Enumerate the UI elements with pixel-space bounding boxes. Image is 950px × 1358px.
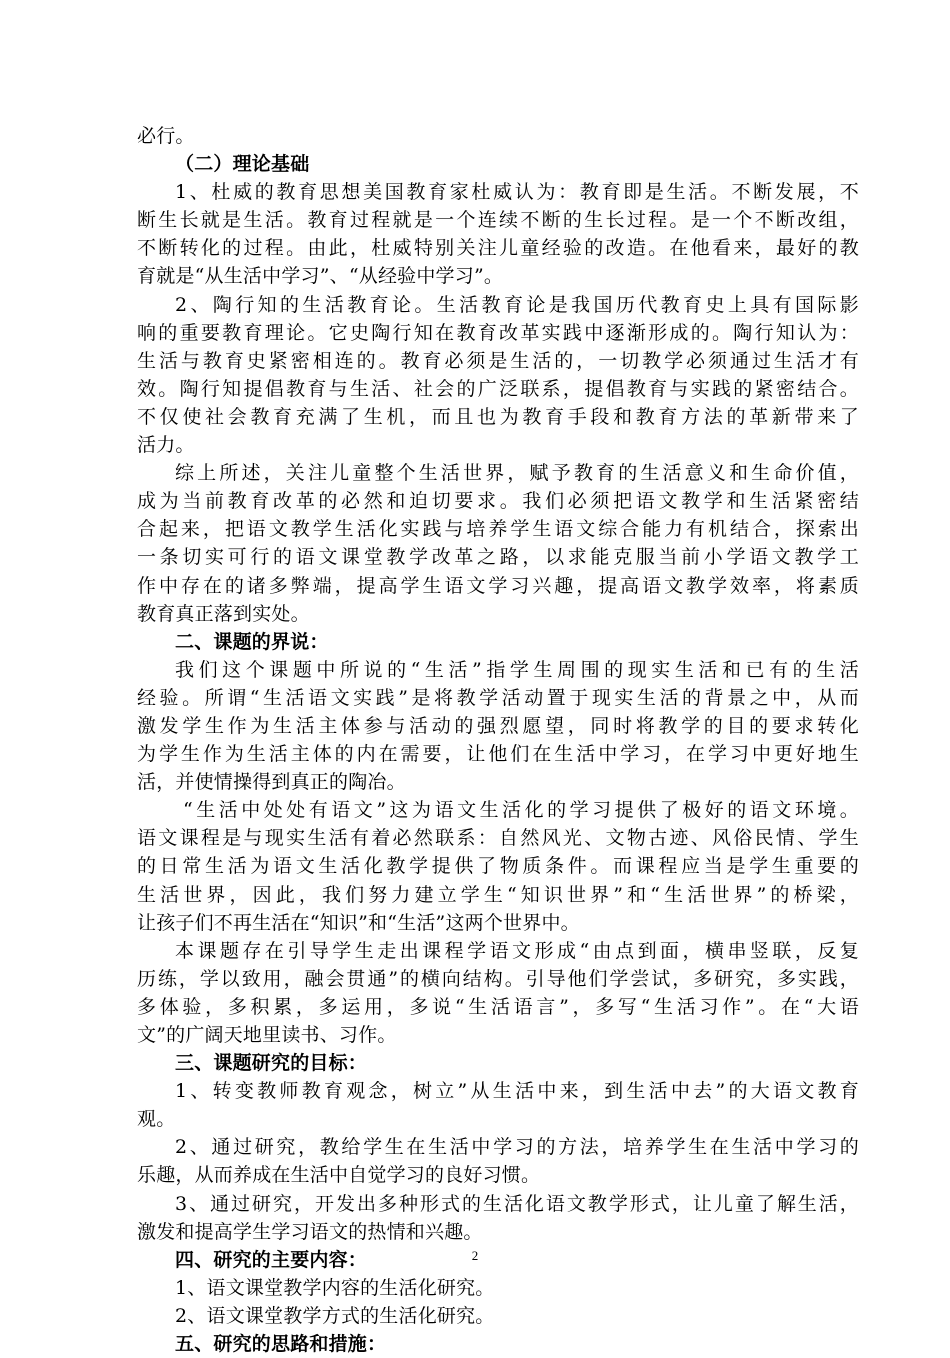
text-line: 教育真正落到实处。	[137, 602, 310, 625]
text-line: 1、杜威的教育思想美国教育家杜威认为：教育即是生活。不断发展，不	[175, 181, 859, 204]
text-line: 本课题存在引导学生走出课程学语文形成“由点到面，横串竖联，反复	[175, 939, 859, 962]
text-line: 2、陶行知的生活教育论。生活教育论是我国历代教育史上具有国际影	[175, 293, 859, 316]
text-line: 不仅使社会教育充满了生机，而且也为教育手段和教育方法的革新带来了	[137, 405, 859, 428]
text-line: 不断转化的过程。由此，杜威特别关注儿童经验的改造。在他看来，最好的教	[137, 237, 859, 260]
text-line: “生活中处处有语文”这为语文生活化的学习提供了极好的语文环境。	[183, 799, 859, 822]
text-line: 乐趣，从而养成在生活中自觉学习的良好习惯。	[137, 1164, 541, 1187]
section-heading: 二、课题的界说：	[175, 630, 329, 653]
text-line: 1、转变教师教育观念，树立”从生活中来，到生活中去”的大语文教育	[175, 1080, 859, 1103]
text-line: 的日常生活为语文生活化教学提供了物质条件。而课程应当是学生重要的	[137, 855, 859, 878]
text-line: 观。	[137, 1108, 176, 1131]
text-line: 3、通过研究，开发出多种形式的生活化语文教学形式，让儿童了解生活，	[175, 1192, 859, 1215]
text-line: 为学生作为生活主体的内在需要，让他们在生活中学习，在学习中更好地生	[137, 743, 859, 766]
text-line: 2、语文课堂教学方式的生活化研究。	[175, 1304, 495, 1327]
text-line: 合起来，把语文教学生活化实践与培养学生语文综合能力有机结合，探索出	[137, 518, 859, 541]
text-line: 生活与教育史紧密相连的。教育必须是生活的，一切教学必须通过生活才有	[137, 349, 859, 372]
text-line: 育就是“从生活中学习”、“从经验中学习”。	[137, 265, 504, 288]
text-line: 经验。所谓“生活语文实践”是将教学活动置于现实生活的背景之中，从而	[137, 686, 859, 709]
text-line: 一条切实可行的语文课堂教学改革之路，以求能克服当前小学语文教学工	[137, 546, 859, 569]
document-body	[137, 122, 859, 1358]
text-line: 必行。	[137, 125, 195, 147]
text-line: 语文课程是与现实生活有着必然联系：自然风光、文物古迹、风俗民情、学生	[137, 827, 859, 850]
text-line: 激发学生作为生活主体参与活动的强烈愿望，同时将教学的目的要求转化	[137, 714, 859, 737]
section-heading: （二）理论基础	[175, 153, 310, 176]
section-heading: 四、研究的主要内容：	[175, 1248, 368, 1271]
text-line: 2、通过研究，教给学生在生活中学习的方法，培养学生在生活中学习的	[175, 1136, 859, 1159]
text-line: 历练，学以致用，融会贯通”的横向结构。引导他们学尝试，多研究，多实践，	[137, 967, 859, 990]
text-line: 响的重要教育理论。它史陶行知在教育改革实践中逐渐形成的。陶行知认为：	[137, 321, 859, 344]
page-number: 2	[471, 1248, 479, 1263]
text-line: 生活世界，因此，我们努力建立学生“知识世界”和“生活世界”的桥梁，	[137, 883, 859, 906]
text-line: 效。陶行知提倡教育与生活、社会的广泛联系，提倡教育与实践的紧密结合。	[137, 377, 859, 400]
text-line: 让孩子们不再生活在“知识”和“生活”这两个世界中。	[137, 911, 580, 934]
text-line: 综上所述，关注儿童整个生活世界，赋予教育的生活意义和生命价值，	[175, 462, 859, 485]
text-line: 文”的广阔天地里读书、习作。	[137, 1024, 397, 1046]
text-line: 我们这个课题中所说的“生活”指学生周围的现实生活和已有的生活	[175, 658, 859, 681]
text-line: 激发和提高学生学习语文的热情和兴趣。	[137, 1220, 483, 1243]
text-line: 成为当前教育改革的必然和迫切要求。我们必须把语文教学和生活紧密结	[137, 490, 859, 513]
text-line: 断生长就是生活。教育过程就是一个连续不断的生长过程。是一个不断改组，	[137, 209, 859, 232]
section-heading: 三、课题研究的目标：	[175, 1052, 368, 1075]
text-line: 1、语文课堂教学内容的生活化研究。	[175, 1276, 495, 1299]
text-line: 活力。	[137, 434, 195, 457]
section-heading: 五、研究的思路和措施：	[175, 1333, 387, 1356]
text-line: 多体验，多积累，多运用，多说“生活语言”，多写“生活习作”。在“大语	[137, 995, 859, 1018]
text-line: 作中存在的诸多弊端，提高学生语文学习兴趣，提高语文教学效率，将素质	[137, 574, 859, 597]
text-line: 活，并使情操得到真正的陶冶。	[137, 771, 406, 794]
